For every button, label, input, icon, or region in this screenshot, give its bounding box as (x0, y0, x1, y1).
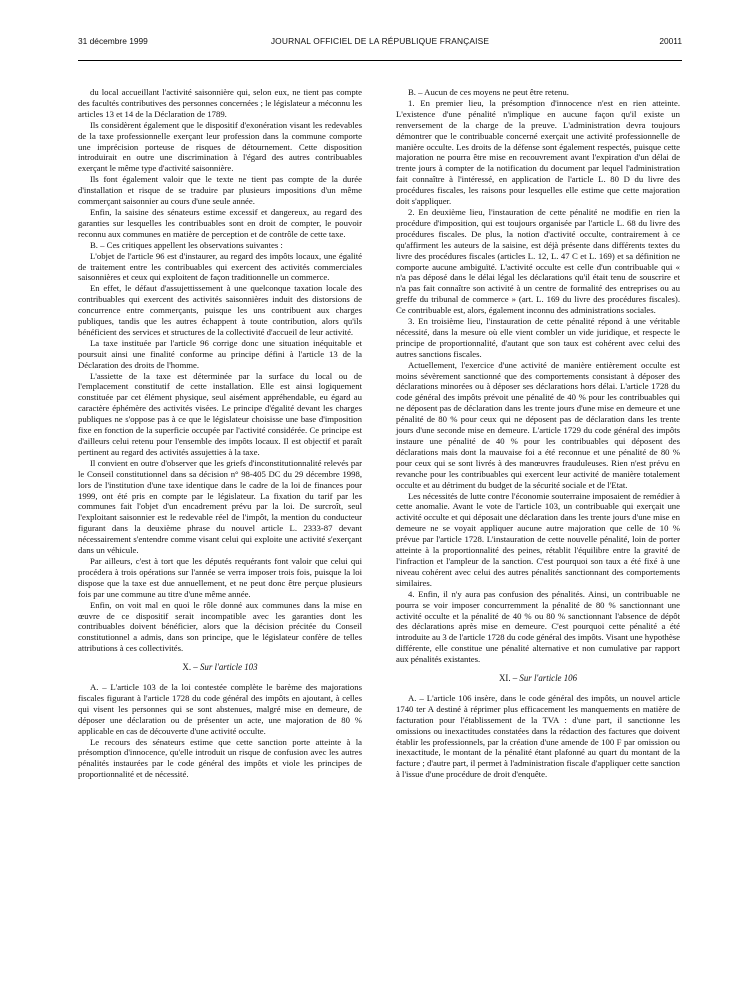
paragraph: 4. Enfin, il n'y aura pas confusion des pénalités. Ainsi, un contribuable ne pourra se voir imposer concurremment la pénalité de 80 % sanctionnant une activité occulte et la pénalité de 40 % ou 80 % sanctionnant l'absence de dépôt des déclarations après mise en demeure. C'est pourquoi cette pénalité a été introduite au 3 de l'article 1728 du code général des impôts. Visant une hypothèse différente, elle constitue une pénalité alternative et non cumulative par rapport aux pénalités existantes. (396, 588, 680, 665)
paragraph: Il convient en outre d'observer que les griefs d'inconstitutionnalité relevés par le Conseil constitutionnel dans sa décision n° 98-405 DC du 29 décembre 1998, lors de l'institution d'une taxe identique dans le cadre de la loi de finances pour 1999, ont été pris en compte par le législateur. La fixation du tarif par les communes fait l'objet d'un encadrement prévu par la loi. De surcroît, seul l'exploitant saisonnier est le redevable réel de l'impôt, la mention du conducteur figurant dans la deuxième phrase du nouvel article L. 2333-87 devant nécessairement s'entendre comme visant celui qui exploite une activité s'exerçant dans un véhicule. (78, 457, 362, 556)
section-heading-number: X. – (182, 662, 200, 673)
paragraph: Enfin, on voit mal en quoi le rôle donné aux communes dans la mise en œuvre de ce dispositif serait incompatible avec les garanties dont les contribuables doivent bénéficier, alors que la décision précitée du Conseil constitutionnel a admis, dans son principe, que le législateur confère de telles attributions à ces collectivités. (78, 599, 362, 654)
paragraph: Les nécessités de lutte contre l'économie souterraine imposaient de remédier à cette anomalie. Avant le vote de l'article 103, un contribuable qui exerçait une activité occulte et qui déposait une déclaration dans les trente jours d'une mise en demeure ne se voyait appliquer aucune autre majoration que celle de 10 % prévue par l'article 1728. L'instauration de cette nouvelle pénalité, loin de porter atteinte à la proportionnalité des peines, rétablit l'équilibre entre la gravité de l'infraction et l'ampleur de la sanction. C'est pourquoi son taux a été fixé à une niveau cohérent avec celui des autres pénalités sanctionnant des comportements similaires. (396, 490, 680, 588)
paragraph: B. – Ces critiques appellent les observations suivantes : (90, 239, 283, 250)
section-heading (78, 662, 362, 673)
paragraph: B. – Aucun de ces moyens ne peut être retenu. (408, 87, 569, 97)
paragraph: A. – L'article 106 insère, dans le code général des impôts, un nouvel article 1740 ter A destiné à réprimer plus efficacement les manquements en matière de facturation pour l'établissement de la TVA : d'une part, il sanctionne les omissions ou inexactitudes constatées dans la rédaction des factures que doivent établir les professionnels, par la création d'une amende de 100 F par omission ou inexactitude, le montant de la pénalité étant plafonné au quart du montant de la facture ; d'autre part, il permet à l'administration fiscale d'appliquer cette sanction à l'issue d'une procédure de droit d'enquête. (396, 692, 680, 780)
paragraph: La taxe instituée par l'article 96 corrige donc une situation inéquitable et poursuit ainsi une finalité conforme au principe défini à l'article 13 de la Déclaration des droits de l'homme. (78, 337, 362, 370)
section-heading-number: XI. – (498, 673, 520, 684)
page-header (78, 34, 682, 50)
left-column (78, 87, 362, 780)
header-page-number: 20011 (659, 36, 682, 46)
section-heading-title: Sur l'article 103 (199, 662, 258, 673)
paragraph: L'assiette de la taxe est déterminée par la surface du local ou de l'emplacement constitutif de cette installation. Elle est ainsi logiquement constituée par cet élément physique, seul aisément appréhendable, eu égard au caractère éphémère des activités visées. Le principe d'égalité devant les charges publiques ne s'oppose pas à ce que le législateur choisisse une base d'imposition fixe en fonction de la superficie occupée par l'activité considérée. Ce principe est d'ailleurs celui retenu pour l'ensemble des impôts locaux. Il est objectif et paraît pertinent au regard des activités assujetties à la taxe. (78, 370, 362, 457)
paragraph: 1. En premier lieu, la présomption d'innocence n'est en rien atteinte. L'existence d'une pénalité n'implique en aucune façon qu'il existe un renversement de la charge de la preuve. L'administration devra toujours démontrer que le contribuable concerné exerçait une activité professionnelle de manière occulte. Les droits de la défense sont également respectés, puisque cette majoration ne pourra être mise en recouvrement avant l'expiration d'un délai de trente jours à compter de la notification du document par lequel l'administration fait connaître à l'intéressé, en application de l'article L. 80 D du livre des procédures fiscales, les raisons pour lesquelles elle estime que cette majoration doit s'appliquer. (396, 97, 680, 207)
paragraph: Ils considèrent également que le dispositif d'exonération visant les redevables de la taxe professionnelle exerçant leur profession dans la commune comporte une imprécision porteuse de risques de détournement. Cette disposition introduirait en outre une discrimination à l'égard des autres contribuables exerçant le même type d'activité saisonnière. (78, 119, 362, 174)
paragraph: 2. En deuxième lieu, l'instauration de cette pénalité ne modifie en rien la procédure d'imposition, qui est toujours organisée par l'article L. 68 du livre des procédures fiscales. De plus, la notion d'activité occulte, contrairement à ce qu'affirment les auteurs de la saisine, est déjà présente dans différents textes du livre des procédures fiscales (articles L. 12, L. 47 C et L. 169) et sa définition ne comporte aucune ambiguïté. L'activité occulte est celle d'un contribuable qui « n'a pas déposé dans le délai légal les déclarations qu'il était tenu de souscrire et n'a pas fait connaître son activité à un centre de formalité des entreprises ou au greffe du tribunal de commerce » (art. L. 169 du livre des procédures fiscales). Ce contribuable est, alors, également inconnu des administrations sociales. (396, 206, 680, 316)
paragraph: Actuellement, l'exercice d'une activité de manière entièrement occulte est moins sévèrement sanctionné que des comportements consistant à déposer des déclarations minorées ou à déposer ses déclarations hors délai. L'article 1728 du code général des impôts prévoit une pénalité de 40 % pour les contribuables qui ne déposent pas de déclaration dans les trente jours d'une mise en demeure et une pénalité de 80 % pour ceux qui ne déposent pas de déclaration dans les trente jours d'une seconde mise en demeure. L'article 1729 du code général des impôts instaure une pénalité de 40 % pour les contribuables qui déposent des déclarations mais dont la mauvaise foi a été reconnue et une pénalité de 80 % pour ceux qui se sont livrés à des manœuvres frauduleuses. Rien n'est prévu en revanche pour les contribuables qui exercent leur activité de manière totalement occulte et au détriment du budget de la sécurité sociale et de l'Etat. (396, 359, 680, 490)
paragraph: 3. En troisième lieu, l'instauration de cette pénalité répond à une véritable nécessité, dans la mesure où elle vient combler un vide juridique, et respecte le principe de proportionnalité, d'autant que son taux est cohérent avec celui des autres sanctions fiscales. (396, 316, 680, 359)
right-column (396, 87, 680, 780)
paragraph: En effet, le défaut d'assujettissement à une quelconque taxation locale des contribuables qui exercent des activités saisonnières induit des distorsions de concurrence entre commerçants, puisque les uns contribuent aux charges publiques, tandis que les autres échappent à toute contribution, alors qu'ils bénéficient des services et structures de la collectivité d'accueil de leur activité. (78, 283, 362, 337)
header-rule (78, 60, 682, 61)
paragraph: du local accueillant l'activité saisonnière qui, selon eux, ne tient pas compte des facultés contributives des personnes concernées ; le législateur a méconnu les articles 13 et 14 de la Déclaration de 1789. (78, 87, 362, 119)
header-date: 31 décembre 1999 (78, 36, 148, 46)
paragraph: L'objet de l'article 96 est d'instaurer, au regard des impôts locaux, une égalité de traitement entre les contribuables qui exercent des activités commerciales saisonnières et ceux qui exploitent de façon traditionnelle un commerce. (78, 250, 362, 283)
paragraph: A. – L'article 103 de la loi contestée complète le barème des majorations fiscales figurant à l'article 1728 du code général des impôts en ajoutant, à celles qui visent les personnes qui se sont abstenues, malgré mise en demeure, de déposer une déclaration ou de présenter un acte, une majoration de 80 % applicable en cas de découverte d'une activité occulte. (78, 682, 362, 736)
paragraph: Ils font également valoir que le texte ne tient pas compte de la durée d'installation et risque de se traduire par plusieurs impositions d'un même commerçant saisonnier au cours d'une seule année. (78, 174, 362, 207)
paragraph: Par ailleurs, c'est à tort que les députés requérants font valoir que celui qui procédera à trois opérations sur l'année se verra imposer trois fois, puisque la loi dispose que la taxe est due annuellement, et ne peut donc être perçue plusieurs fois par une commune au titre d'une même année. (78, 555, 362, 599)
header-journal-title: JOURNAL OFFICIEL DE LA RÉPUBLIQUE FRANÇAISE (270, 36, 490, 46)
paragraph: Enfin, la saisine des sénateurs estime excessif et dangereux, au regard des garanties sur lesquelles les contribuables sont en droit de compter, le pouvoir reconnu aux communes en matière de perception et de contrôle de cette taxe. (78, 206, 362, 239)
section-heading-title: Sur l'article 106 (519, 673, 578, 684)
paragraph: Le recours des sénateurs estime que cette sanction porte atteinte à la présomption d'innocence, qu'elle introduit un risque de confusion avec les autres pénalités instaurées par le code général des impôts et viole les principes de proportionnalité et de nécessité. (78, 736, 362, 780)
section-heading (396, 673, 680, 684)
